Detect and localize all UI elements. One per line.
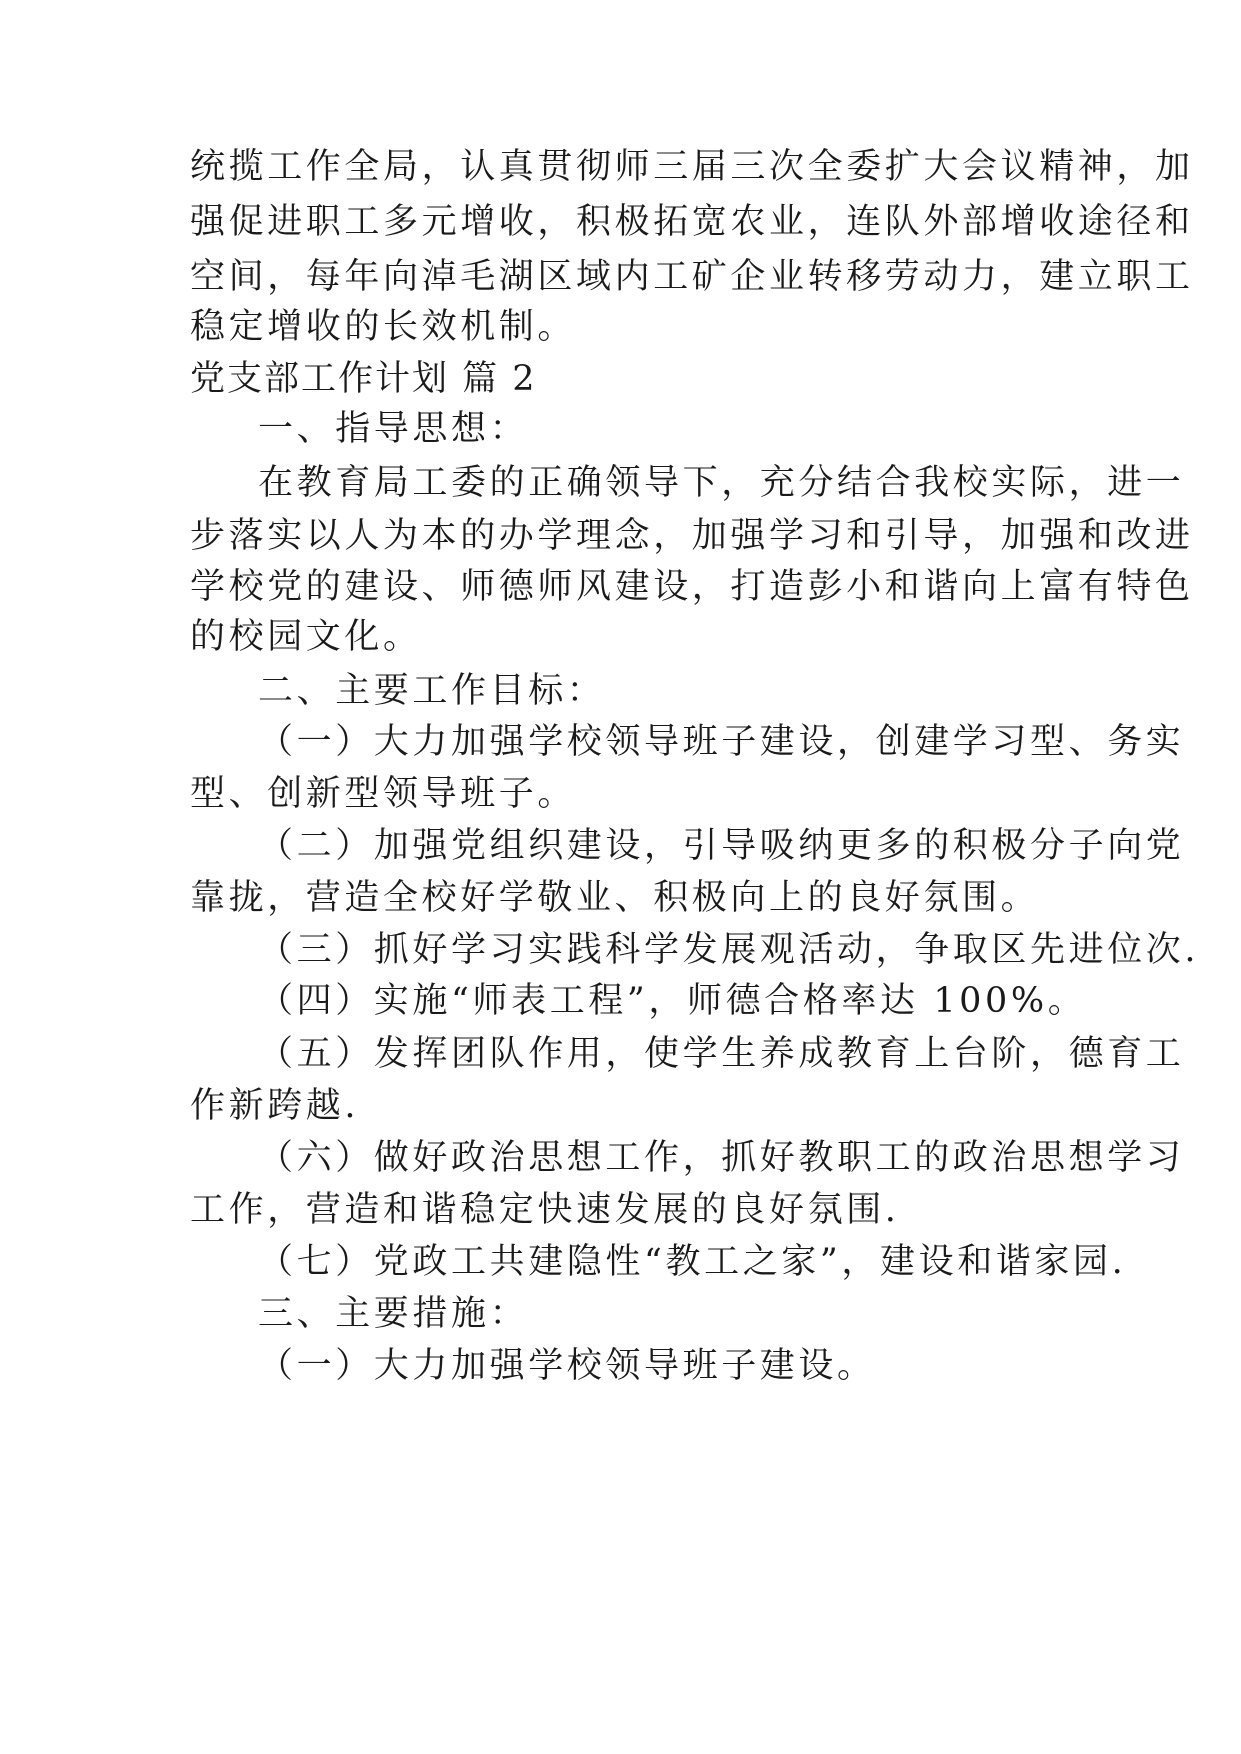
paragraph-line: 学校党的建设、师德师风建设，打造彭小和谐向上富有特色 [190,567,1194,607]
list-item-continuation: 型、创新型领导班子。 [190,774,577,814]
list-item: （二）加强党组织建设，引导吸纳更多的积极分子向党 [258,826,1185,866]
paragraph-line: 统揽工作全局，认真贯彻师三届三次全委扩大会议精神，加 [190,147,1194,187]
paragraph-line: 强促进职工多元增收，积极拓宽农业，连队外部增收途径和 [190,202,1194,242]
paragraph-line: 步落实以人为本的办学理念，加强学习和引导，加强和改进 [190,516,1194,556]
list-item-continuation: 作新跨越. [190,1086,360,1126]
list-item: （四）实施“师表工程”，师德合格率达 100%。 [258,981,1087,1021]
list-item: （一）大力加强学校领导班子建设，创建学习型、务实 [258,722,1185,762]
list-item: （一）大力加强学校领导班子建设。 [258,1346,876,1386]
section-heading: 三、主要措施： [258,1294,529,1334]
list-item: （七）党政工共建隐性“教工之家”，建设和谐家园. [258,1242,1127,1282]
list-item: （三）抓好学习实践科学发展观活动，争取区先进位次. [258,930,1200,970]
list-item: （五）发挥团队作用，使学生养成教育上台阶，德育工 [258,1034,1185,1074]
paragraph-line: 空间，每年向淖毛湖区域内工矿企业转移劳动力，建立职工 [190,257,1194,297]
paragraph-line: 稳定增收的长效机制。 [190,307,577,347]
list-item-continuation: 工作，营造和谐稳定快速发展的良好氛围. [190,1190,900,1230]
section-heading: 二、主要工作目标： [258,671,606,711]
list-item: （六）做好政治思想工作，抓好教职工的政治思想学习 [258,1138,1185,1178]
paragraph-line: 在教育局工委的正确领导下，充分结合我校实际，进一 [258,463,1185,503]
section-title: 党支部工作计划 篇 2 [190,359,537,399]
paragraph-line: 的校园文化。 [190,617,422,657]
section-heading: 一、指导思想： [258,409,529,449]
list-item-continuation: 靠拢，营造全校好学敬业、积极向上的良好氛围。 [190,878,1040,918]
